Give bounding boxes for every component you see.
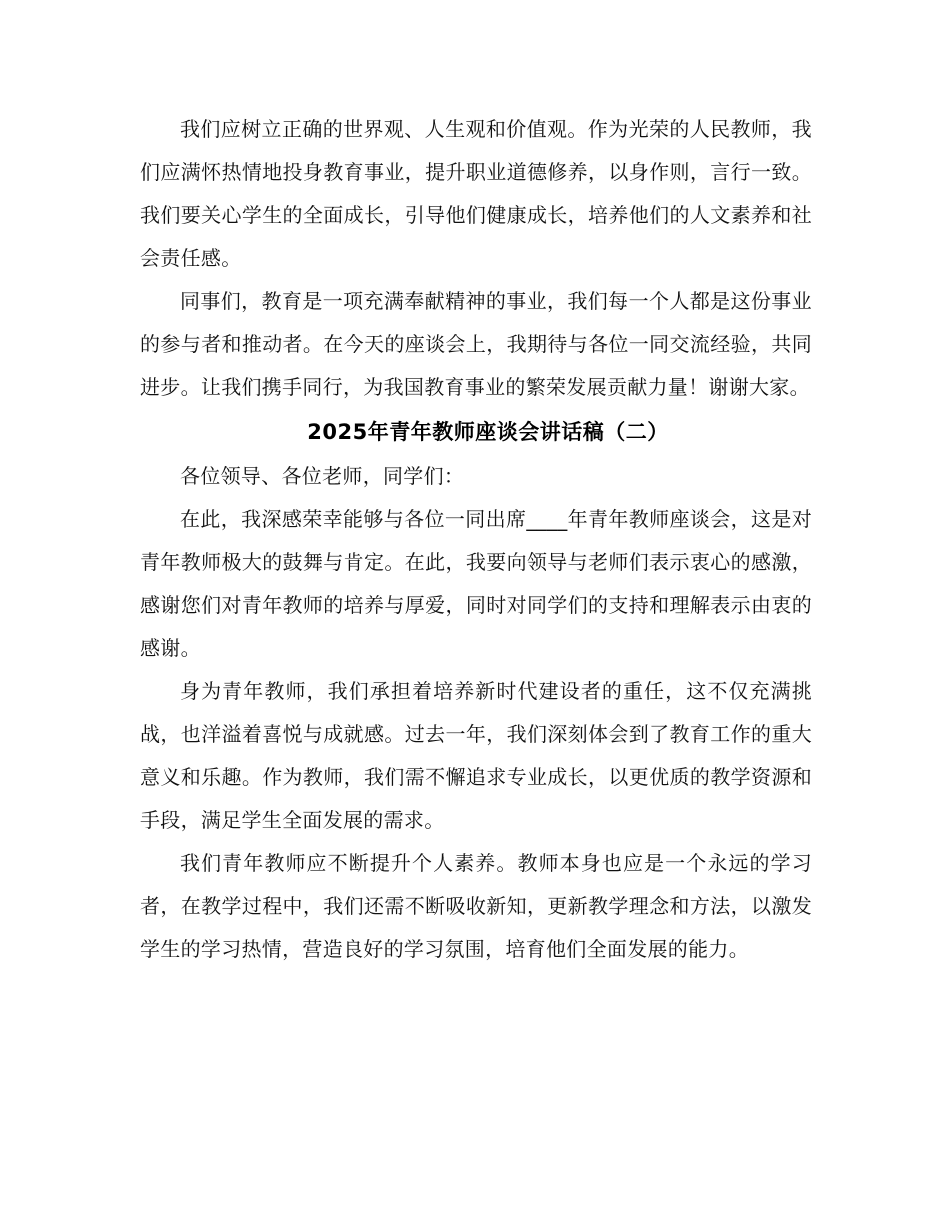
paragraph-salutation: 各位领导、各位老师，同学们：	[180, 464, 465, 488]
paragraph-responsibility: 身为青年教师，我们承担着培养新时代建设者的重任，这不仅充满挑战，也洋溢着喜悦与成就感。过去一年，我们深刻体会到了教育工作的重大意义和乐趣。作为教师，我们需不懈追求专业成长，以更优质的教学资源和手段，满足学生全面发展的需求。	[140, 679, 812, 832]
paragraph-gratitude: 在此，我深感荣幸能够与各位一同出席____年青年教师座谈会，这是对青年教师极大的鼓舞与肯定。在此，我要向领导与老师们表示衷心的感激，感谢您们对青年教师的培养与厚爱，同时对同学们的支持和理解表示由衷的感谢。	[140, 507, 812, 660]
section-heading: 2025年青年教师座谈会讲话稿（二）	[307, 420, 669, 444]
paragraph-worldview: 我们应树立正确的世界观、人生观和价值观。作为光荣的人民教师，我们应满怀热情地投身教育事业，提升职业道德修养，以身作则，言行一致。我们要关心学生的全面成长，引导他们健康成长，培养他们的人文素养和社会责任感。	[140, 117, 812, 270]
paragraph-colleagues: 同事们，教育是一项充满奉献精神的事业，我们每一个人都是这份事业的参与者和推动者。在今天的座谈会上，我期待与各位一同交流经验，共同进步。让我们携手同行，为我国教育事业的繁荣发展贡献力量！谢谢大家。	[140, 289, 812, 399]
document-body	[140, 108, 812, 971]
paragraph-self-improvement: 我们青年教师应不断提升个人素养。教师本身也应是一个永远的学习者，在教学过程中，我们还需不断吸收新知，更新教学理念和方法，以激发学生的学习热情，营造良好的学习氛围，培育他们全面发展的能力。	[140, 851, 812, 961]
